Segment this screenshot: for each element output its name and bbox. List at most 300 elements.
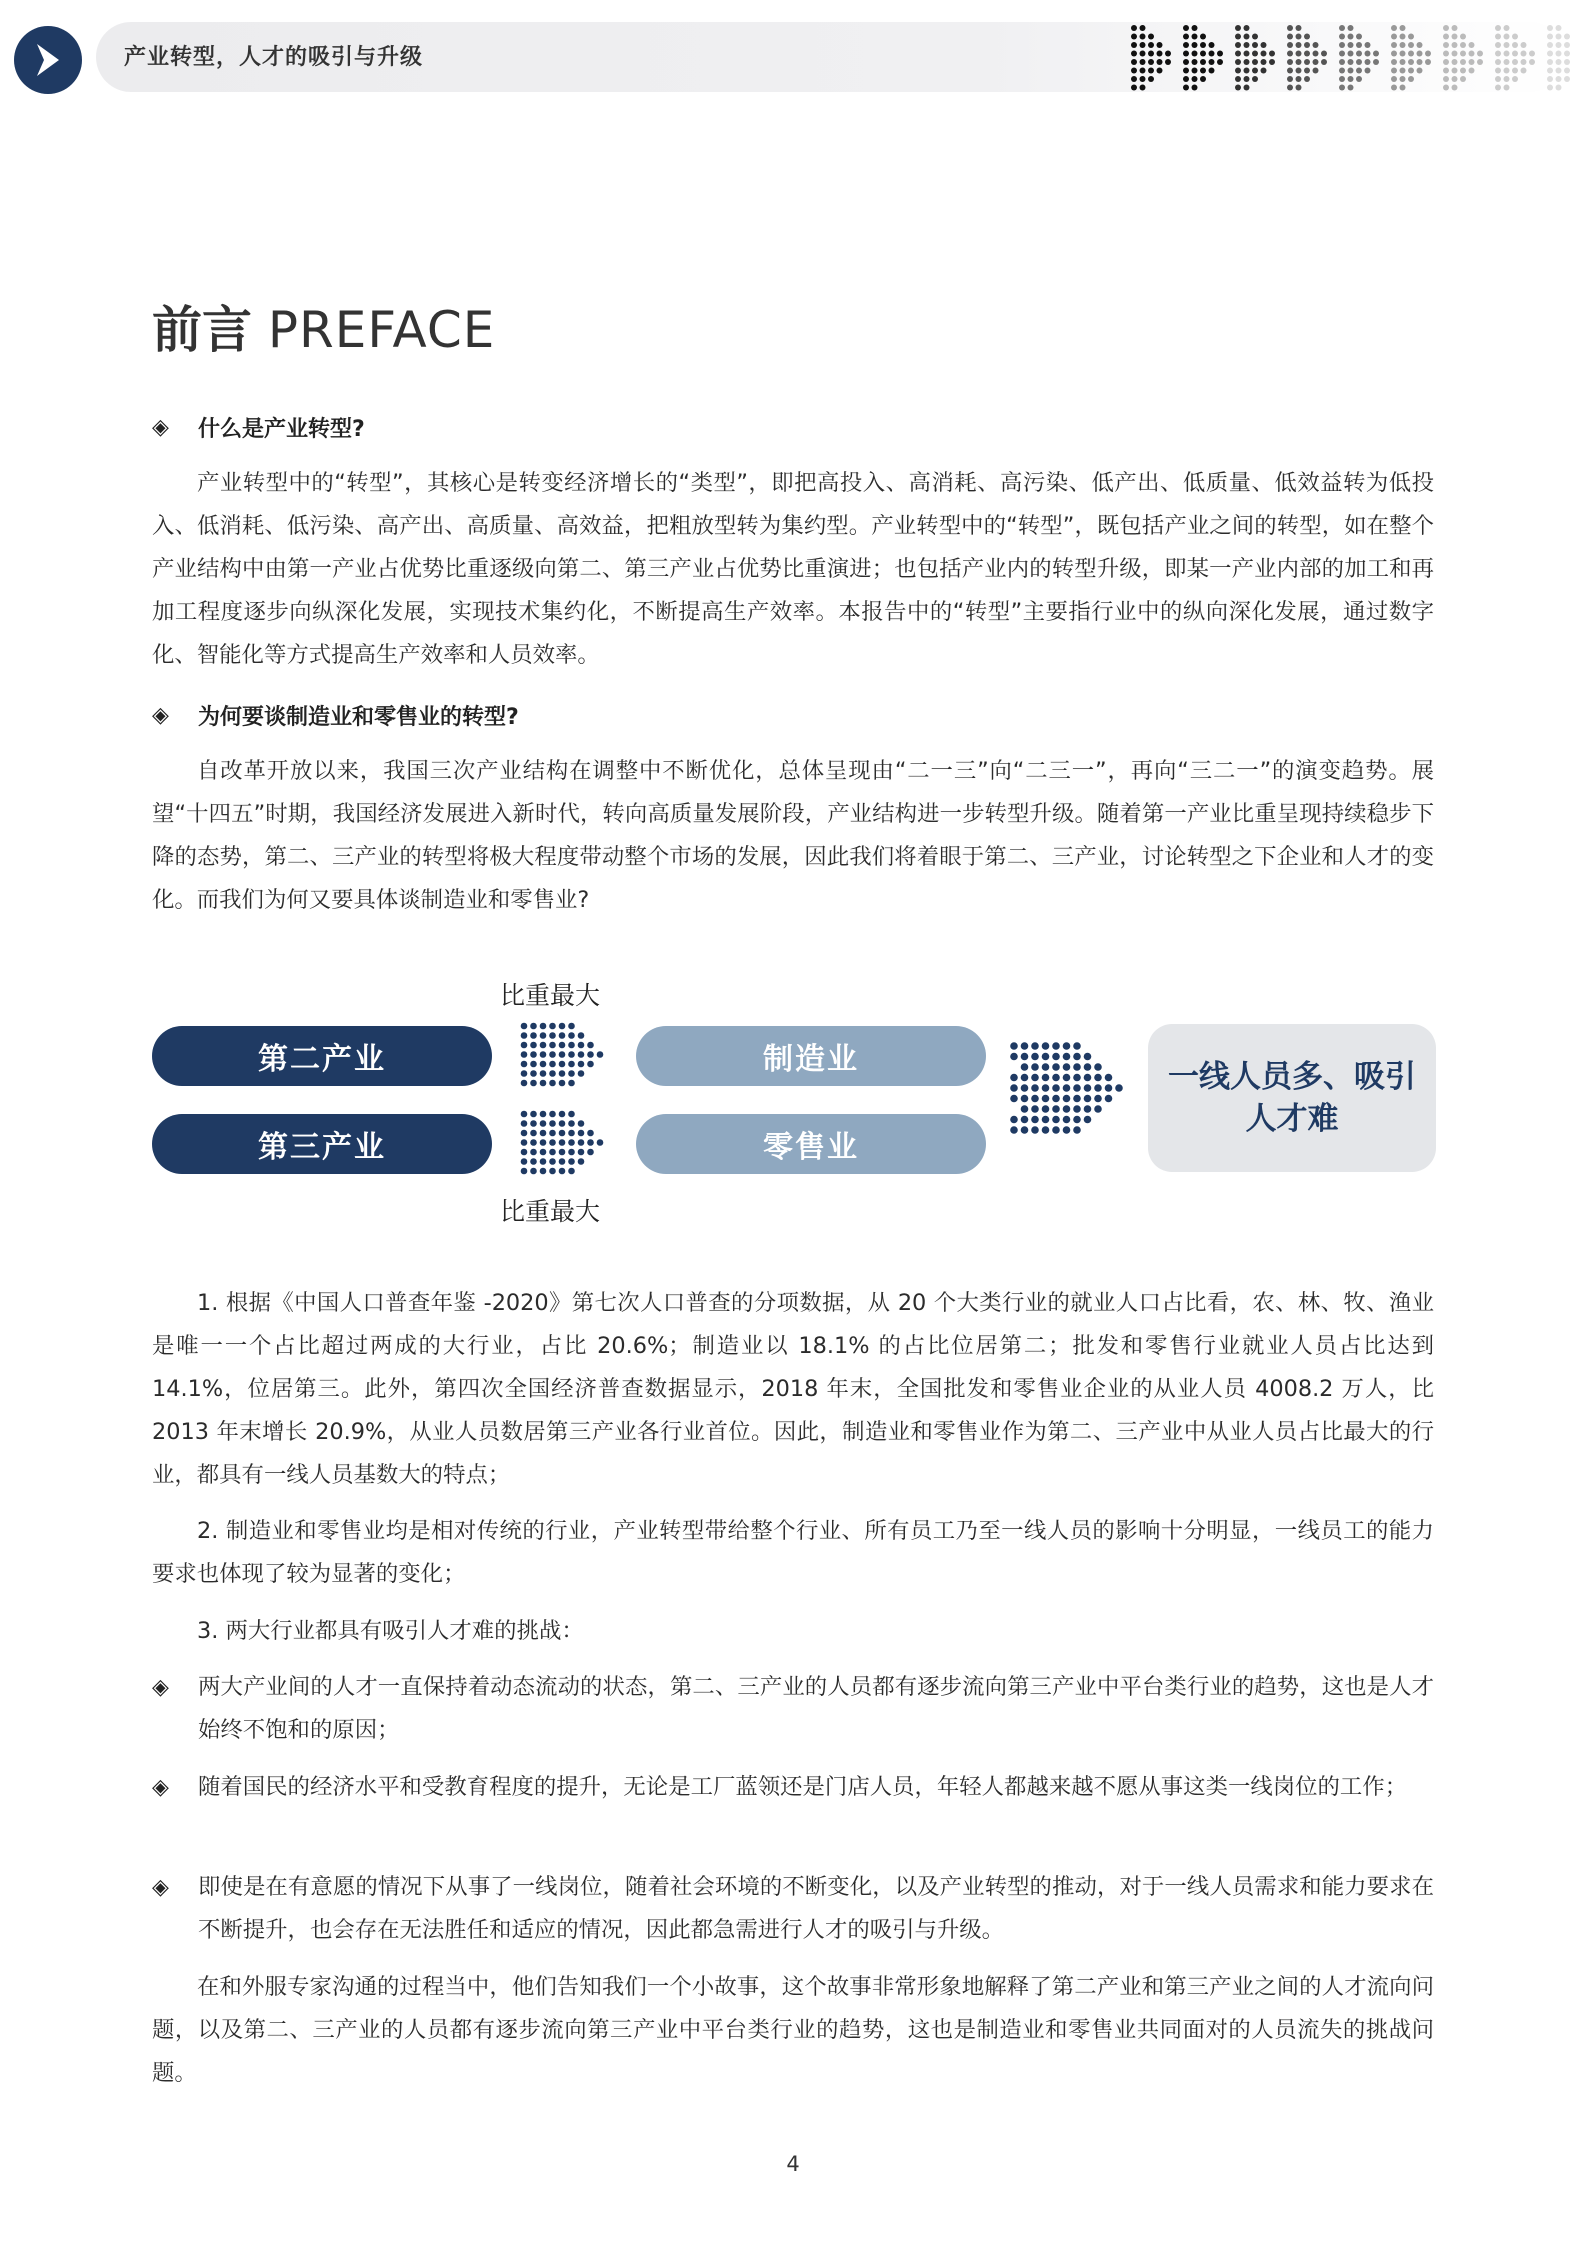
arrow-dot xyxy=(530,1130,537,1137)
bullet-item xyxy=(152,1666,1434,1752)
deco-dot xyxy=(1209,42,1215,48)
arrow-dot xyxy=(521,1042,528,1049)
closing-paragraph: 在和外服专家沟通的过程当中，他们告知我们一个小故事，这个故事非常形象地解释了第二产业和第三产业之间的人才流向问题，以及第二、三产业的人员都有逐步流向第三产业中平台类行业的趋势，这也是制造业和零售业共同面对的人员流失的挑战问题。 xyxy=(152,1974,1434,2086)
deco-dot xyxy=(1452,59,1458,65)
deco-dot xyxy=(1148,34,1154,40)
arrow-dot xyxy=(1052,1126,1060,1134)
deco-dot xyxy=(1287,85,1293,91)
point-3: 3. 两大行业都具有吸引人才难的挑战： xyxy=(197,1618,584,1644)
deco-dot xyxy=(1504,34,1510,40)
deco-dot xyxy=(1183,68,1189,74)
page-title-en: PREFACE xyxy=(267,301,496,359)
arrow-dot xyxy=(1105,1095,1113,1103)
retail-pill: 零售业 xyxy=(636,1114,986,1174)
deco-dot xyxy=(1235,85,1241,91)
arrow-dot xyxy=(1084,1095,1092,1103)
deco-dot xyxy=(1356,42,1362,48)
arrow-dot xyxy=(540,1023,547,1030)
deco-dot xyxy=(1287,42,1293,48)
diamond-bullet-icon: ◈ xyxy=(152,1675,169,1700)
arrow-dot xyxy=(578,1070,585,1077)
arrow-dot xyxy=(1010,1042,1018,1050)
deco-dot xyxy=(1244,42,1250,48)
deco-dot xyxy=(1556,85,1562,91)
deco-dot xyxy=(1304,76,1310,82)
deco-dot xyxy=(1157,68,1163,74)
arrow-dot xyxy=(521,1023,528,1030)
arrow-dot xyxy=(587,1139,594,1146)
arrow-dot xyxy=(530,1158,537,1165)
arrow-dot xyxy=(587,1149,594,1156)
deco-dot xyxy=(1452,76,1458,82)
secondary-industry-pill: 第二产业 xyxy=(152,1026,492,1086)
section1-paragraph: 产业转型中的“转型”，其核心是转变经济增长的“类型”，即把高投入、高消耗、高污染、低产出、低质量、低效益转为低投入、低消耗、低污染、高产出、高质量、高效益，把粗放型转为集约型。产业转型中的“转型”，既包括产业之间的转型，如在整个产业结构中由第一产业占优势比重逐级向第二、第三产业占优势比重演进；也包括产业内的转型升级，即某一产业内部的加工和再加工程度逐步向纵深化发展，实现技术集约化，不断提高生产效率。本报告中的“转型”主要指行业中的纵向深化发展，通过数字化、智能化等方式提高生产效率和人员效率。 xyxy=(152,470,1434,668)
deco-dot xyxy=(1460,51,1466,57)
deco-dot xyxy=(1200,34,1206,40)
deco-dot xyxy=(1244,59,1250,65)
arrow-dot xyxy=(568,1120,575,1127)
deco-dot xyxy=(1140,59,1146,65)
deco-dot xyxy=(1547,34,1553,40)
arrow-dot xyxy=(521,1070,528,1077)
deco-dot xyxy=(1200,76,1206,82)
arrow-dot xyxy=(1063,1042,1071,1050)
result-box: 一线人员多、吸引人才难 xyxy=(1148,1024,1436,1172)
deco-dot xyxy=(1452,68,1458,74)
arrow-dot xyxy=(559,1149,566,1156)
arrow-dot xyxy=(1042,1116,1050,1124)
deco-dot xyxy=(1296,68,1302,74)
deco-dot xyxy=(1400,76,1406,82)
arrow-dot xyxy=(1052,1116,1060,1124)
arrow-dot xyxy=(559,1061,566,1068)
deco-dot xyxy=(1148,42,1154,48)
deco-dot xyxy=(1217,51,1223,57)
deco-dot xyxy=(1235,42,1241,48)
arrow-dot xyxy=(568,1051,575,1058)
deco-dot xyxy=(1391,34,1397,40)
deco-dot xyxy=(1512,51,1518,57)
arrow-dot xyxy=(521,1168,528,1175)
deco-dot xyxy=(1547,59,1553,65)
arrow-dot xyxy=(549,1120,556,1127)
deco-dot xyxy=(1512,68,1518,74)
arrow-dot xyxy=(540,1051,547,1058)
deco-dot xyxy=(1521,51,1527,57)
arrow-dot xyxy=(540,1061,547,1068)
bullet-text: 两大产业间的人才一直保持着动态流动的状态，第二、三产业的人员都有逐步流向第三产业中平台类行业的趋势，这也是人才始终不饱和的原因； xyxy=(198,1674,1434,1743)
arrow-dot xyxy=(1094,1063,1102,1071)
deco-dot xyxy=(1131,51,1137,57)
deco-dot xyxy=(1391,68,1397,74)
deco-dot xyxy=(1356,76,1362,82)
arrow-dot xyxy=(1031,1063,1039,1071)
deco-dot xyxy=(1296,51,1302,57)
deco-dot xyxy=(1408,34,1414,40)
arrow-dot xyxy=(549,1158,556,1165)
arrow-dot xyxy=(1063,1095,1071,1103)
deco-dot xyxy=(1373,51,1379,57)
deco-dot xyxy=(1460,76,1466,82)
arrow-dot xyxy=(1063,1074,1071,1082)
arrow-dot xyxy=(530,1023,537,1030)
dotted-arrow-large-icon xyxy=(1010,1042,1134,1142)
deco-dot xyxy=(1209,51,1215,57)
arrow-dot xyxy=(578,1061,585,1068)
arrow-dot xyxy=(540,1158,547,1165)
deco-dot xyxy=(1452,85,1458,91)
deco-dot xyxy=(1183,25,1189,31)
deco-dot xyxy=(1261,51,1267,57)
arrow-dot xyxy=(1073,1084,1081,1092)
bullet-item xyxy=(152,1866,1434,1952)
deco-dot xyxy=(1339,59,1345,65)
arrow-dot xyxy=(1105,1084,1113,1092)
arrow-dot xyxy=(568,1149,575,1156)
deco-dot xyxy=(1252,42,1258,48)
deco-dot xyxy=(1313,51,1319,57)
deco-dot xyxy=(1495,68,1501,74)
deco-dot xyxy=(1504,85,1510,91)
deco-dot xyxy=(1183,51,1189,57)
deco-dot xyxy=(1252,59,1258,65)
dotted-arrow-icon xyxy=(520,1022,606,1090)
deco-dot xyxy=(1287,59,1293,65)
deco-dot xyxy=(1477,51,1483,57)
arrow-dot xyxy=(540,1111,547,1118)
arrow-dot xyxy=(540,1070,547,1077)
arrow-dot xyxy=(568,1042,575,1049)
deco-dot xyxy=(1408,42,1414,48)
deco-dot xyxy=(1252,76,1258,82)
arrow-dot xyxy=(540,1120,547,1127)
deco-dot xyxy=(1400,59,1406,65)
arrow-dot xyxy=(587,1051,594,1058)
deco-dot xyxy=(1131,34,1137,40)
deco-dot xyxy=(1408,51,1414,57)
arrow-dot xyxy=(540,1032,547,1039)
arrow-dot xyxy=(1084,1084,1092,1092)
deco-dot xyxy=(1391,85,1397,91)
page-title xyxy=(152,290,495,362)
arrow-dot xyxy=(1063,1063,1071,1071)
arrow-dot xyxy=(530,1051,537,1058)
deco-dot xyxy=(1356,59,1362,65)
arrow-dot xyxy=(521,1111,528,1118)
arrow-dot xyxy=(549,1061,556,1068)
arrow-dot xyxy=(559,1158,566,1165)
arrow-dot xyxy=(1084,1116,1092,1124)
deco-dot xyxy=(1529,59,1535,65)
deco-dot xyxy=(1140,25,1146,31)
deco-dot xyxy=(1452,42,1458,48)
deco-dot xyxy=(1192,85,1198,91)
arrow-dot xyxy=(559,1168,566,1175)
arrow-dot xyxy=(1052,1063,1060,1071)
deco-dot xyxy=(1339,25,1345,31)
deco-dot xyxy=(1365,51,1371,57)
deco-dot xyxy=(1235,34,1241,40)
arrow-dot xyxy=(1052,1084,1060,1092)
deco-dot xyxy=(1269,59,1275,65)
arrow-dot xyxy=(521,1051,528,1058)
arrow-dot xyxy=(1073,1053,1081,1061)
arrow-dot xyxy=(521,1120,528,1127)
deco-dot xyxy=(1400,85,1406,91)
section1-heading xyxy=(152,412,365,443)
deco-dot xyxy=(1244,76,1250,82)
arrow-dot xyxy=(1073,1095,1081,1103)
deco-dot xyxy=(1296,34,1302,40)
deco-dot xyxy=(1183,76,1189,82)
deco-dot xyxy=(1304,51,1310,57)
deco-dot xyxy=(1192,42,1198,48)
arrow-dot xyxy=(578,1042,585,1049)
arrow-dot xyxy=(549,1032,556,1039)
deco-dot xyxy=(1287,68,1293,74)
deco-dot xyxy=(1252,51,1258,57)
deco-dot xyxy=(1339,34,1345,40)
deco-dot xyxy=(1477,59,1483,65)
deco-dot xyxy=(1443,25,1449,31)
page-number: 4 xyxy=(786,2152,800,2176)
section2-paragraph: 自改革开放以来，我国三次产业结构在调整中不断优化，总体呈现由“二一三”向“二三一”，再向“三二一”的演变趋势。展望“十四五”时期，我国经济发展进入新时代，转向高质量发展阶段，产业结构进一步转型升级。随着第一产业比重呈现持续稳步下降的态势，第二、三产业的转型将极大程度带动整个市场的发展，因此我们将着眼于第二、三产业，讨论转型之下企业和人才的变化。而我们为何又要具体谈制造业和零售业? xyxy=(152,758,1434,913)
deco-dot xyxy=(1244,34,1250,40)
bullet-text: 即使是在有意愿的情况下从事了一线岗位，随着社会环境的不断变化，以及产业转型的推动，对于一线人员需求和能力要求在不断提升，也会存在无法胜任和适应的情况，因此都急需进行人才的吸引与升级。 xyxy=(198,1874,1434,1943)
deco-dot xyxy=(1452,51,1458,57)
arrow-dot xyxy=(1094,1084,1102,1092)
deco-dot xyxy=(1443,85,1449,91)
arrow-dot xyxy=(1021,1084,1029,1092)
deco-dot xyxy=(1400,34,1406,40)
deco-dot xyxy=(1348,25,1354,31)
arrow-dot xyxy=(578,1051,585,1058)
deco-dot xyxy=(1157,42,1163,48)
arrow-dot xyxy=(1042,1042,1050,1050)
arrow-dot xyxy=(530,1032,537,1039)
arrow-dot xyxy=(1073,1126,1081,1134)
diamond-bullet-icon: ◈ xyxy=(152,1775,169,1800)
deco-dot xyxy=(1192,25,1198,31)
arrow-dot xyxy=(530,1111,537,1118)
deco-dot xyxy=(1495,76,1501,82)
deco-dot xyxy=(1209,68,1215,74)
arrow-dot xyxy=(521,1158,528,1165)
arrow-dot xyxy=(540,1042,547,1049)
point-1: 1. 根据《中国人口普查年鉴 -2020》第七次人口普查的分项数据，从 20 个大类行业的就业人口占比看，农、林、牧、渔业是唯一一个占比超过两成的大行业，占比 20.6%；制造业以 18.1% 的占比位居第二；批发和零售行业就业人员占比达到 14.1%，位居第三。此外，第四次全国经济普查数据显示，2018 年末，全国批发和零售业企业的从业人员 4008.2 万人，比 2013 年末增长 20.9%，从业人员数居第三产业各行业首位。因此，制造业和零售业作为第二、三产业中从业人员占比最大的行业，都具有一线人员基数大的特点； xyxy=(152,1290,1434,1488)
deco-dot xyxy=(1165,59,1171,65)
deco-dot xyxy=(1556,59,1562,65)
deco-dot xyxy=(1348,59,1354,65)
deco-dot xyxy=(1556,25,1562,31)
deco-dot xyxy=(1157,59,1163,65)
arrow-dot xyxy=(540,1139,547,1146)
arrow-dot xyxy=(1021,1105,1029,1113)
ratio-label-bottom: 比重最大 xyxy=(500,1197,601,1226)
arrow-dot xyxy=(1031,1084,1039,1092)
deco-dot xyxy=(1504,68,1510,74)
deco-dot xyxy=(1287,51,1293,57)
arrow-dot xyxy=(568,1130,575,1137)
deco-dot xyxy=(1321,51,1327,57)
deco-dot xyxy=(1200,42,1206,48)
deco-dot xyxy=(1373,59,1379,65)
deco-dot xyxy=(1521,59,1527,65)
deco-dot xyxy=(1304,59,1310,65)
deco-dot xyxy=(1192,68,1198,74)
arrow-dot xyxy=(540,1168,547,1175)
deco-dot xyxy=(1417,59,1423,65)
arrow-dot xyxy=(1042,1063,1050,1071)
deco-dot xyxy=(1417,68,1423,74)
arrow-dot xyxy=(559,1070,566,1077)
deco-dot xyxy=(1356,34,1362,40)
arrow-dot xyxy=(530,1061,537,1068)
arrow-dot xyxy=(549,1139,556,1146)
deco-dot xyxy=(1339,68,1345,74)
deco-dot xyxy=(1556,42,1562,48)
arrow-dot xyxy=(530,1042,537,1049)
arrow-dot xyxy=(1010,1074,1018,1082)
deco-dot xyxy=(1564,42,1570,48)
deco-dot xyxy=(1564,34,1570,40)
arrow-dot xyxy=(1073,1074,1081,1082)
bullet-text: 随着国民的经济水平和受教育程度的提升，无论是工厂蓝领还是门店人员，年轻人都越来越不愿从事这类一线岗位的工作； xyxy=(198,1774,1408,1800)
arrow-dot xyxy=(521,1149,528,1156)
deco-dot xyxy=(1452,25,1458,31)
arrow-dot xyxy=(1073,1105,1081,1113)
deco-dot xyxy=(1348,76,1354,82)
deco-dot xyxy=(1504,42,1510,48)
arrow-dot xyxy=(1031,1116,1039,1124)
deco-dot xyxy=(1564,51,1570,57)
deco-dot xyxy=(1408,68,1414,74)
deco-dot xyxy=(1400,51,1406,57)
deco-dot xyxy=(1348,51,1354,57)
tertiary-industry-pill: 第三产业 xyxy=(152,1114,492,1174)
arrow-dot xyxy=(1052,1042,1060,1050)
deco-dot xyxy=(1547,68,1553,74)
deco-dot xyxy=(1460,42,1466,48)
arrow-dot xyxy=(1031,1042,1039,1050)
page-title-cn: 前言 xyxy=(152,301,252,359)
section2-question: 为何要谈制造业和零售业的转型? xyxy=(198,705,519,730)
deco-dot xyxy=(1400,42,1406,48)
deco-dot xyxy=(1556,76,1562,82)
arrow-dot xyxy=(1063,1053,1071,1061)
arrow-dot xyxy=(521,1139,528,1146)
deco-dot xyxy=(1296,85,1302,91)
deco-dot xyxy=(1192,76,1198,82)
deco-dot xyxy=(1148,76,1154,82)
arrow-dot xyxy=(568,1139,575,1146)
deco-dot xyxy=(1192,51,1198,57)
manufacturing-pill: 制造业 xyxy=(636,1026,986,1086)
arrow-dot xyxy=(1042,1105,1050,1113)
arrow-dot xyxy=(1031,1095,1039,1103)
arrow-dot xyxy=(1042,1053,1050,1061)
deco-dot xyxy=(1365,59,1371,65)
deco-dot xyxy=(1391,42,1397,48)
deco-dot xyxy=(1348,85,1354,91)
deco-dot xyxy=(1235,51,1241,57)
ratio-label-top: 比重最大 xyxy=(500,981,601,1010)
deco-dot xyxy=(1391,76,1397,82)
arrow-dot xyxy=(540,1130,547,1137)
arrow-dot xyxy=(1084,1053,1092,1061)
arrow-dot xyxy=(521,1080,528,1087)
arrow-dot xyxy=(521,1130,528,1137)
deco-dot xyxy=(1261,42,1267,48)
deco-dot xyxy=(1304,34,1310,40)
arrow-dot xyxy=(1021,1053,1029,1061)
deco-dot xyxy=(1287,34,1293,40)
diamond-bullet-icon: ◈ xyxy=(152,703,169,728)
arrow-dot xyxy=(1021,1074,1029,1082)
arrow-dot xyxy=(1031,1105,1039,1113)
deco-dot xyxy=(1460,34,1466,40)
deco-dot xyxy=(1356,51,1362,57)
deco-dot xyxy=(1339,42,1345,48)
arrow-dot xyxy=(1084,1063,1092,1071)
deco-dot xyxy=(1356,68,1362,74)
arrow-dot xyxy=(549,1130,556,1137)
deco-dot xyxy=(1425,59,1431,65)
deco-dot xyxy=(1391,51,1397,57)
deco-dot xyxy=(1131,85,1137,91)
deco-dot xyxy=(1564,59,1570,65)
deco-dot xyxy=(1296,59,1302,65)
arrow-dot xyxy=(568,1070,575,1077)
diamond-bullet-icon: ◈ xyxy=(152,415,169,440)
deco-dot xyxy=(1348,68,1354,74)
header-title: 产业转型，人才的吸引与升级 xyxy=(124,45,424,70)
arrow-dot xyxy=(1052,1095,1060,1103)
arrow-dot xyxy=(1042,1074,1050,1082)
arrow-dot xyxy=(530,1120,537,1127)
deco-dot xyxy=(1287,25,1293,31)
deco-dot xyxy=(1183,34,1189,40)
arrow-dot xyxy=(540,1149,547,1156)
deco-dot xyxy=(1244,51,1250,57)
chevron-right-icon xyxy=(31,41,65,79)
arrow-dot xyxy=(530,1149,537,1156)
deco-dot xyxy=(1495,59,1501,65)
dot-pattern-decoration-icon xyxy=(1130,22,1570,94)
arrow-dot xyxy=(1073,1063,1081,1071)
arrow-dot xyxy=(587,1130,594,1137)
arrow-dot xyxy=(1052,1053,1060,1061)
section2-heading xyxy=(152,700,519,731)
deco-dot xyxy=(1235,76,1241,82)
header-badge xyxy=(14,26,82,94)
deco-dot xyxy=(1529,51,1535,57)
arrow-dot xyxy=(530,1080,537,1087)
arrow-dot xyxy=(521,1032,528,1039)
arrow-dot xyxy=(1021,1042,1029,1050)
deco-dot xyxy=(1261,68,1267,74)
arrow-dot xyxy=(597,1139,604,1146)
deco-dot xyxy=(1339,51,1345,57)
arrow-dot xyxy=(578,1120,585,1127)
deco-dot xyxy=(1244,25,1250,31)
deco-dot xyxy=(1512,34,1518,40)
arrow-dot xyxy=(1042,1095,1050,1103)
deco-dot xyxy=(1443,34,1449,40)
deco-dot xyxy=(1140,34,1146,40)
arrow-dot xyxy=(549,1080,556,1087)
arrow-dot xyxy=(549,1023,556,1030)
